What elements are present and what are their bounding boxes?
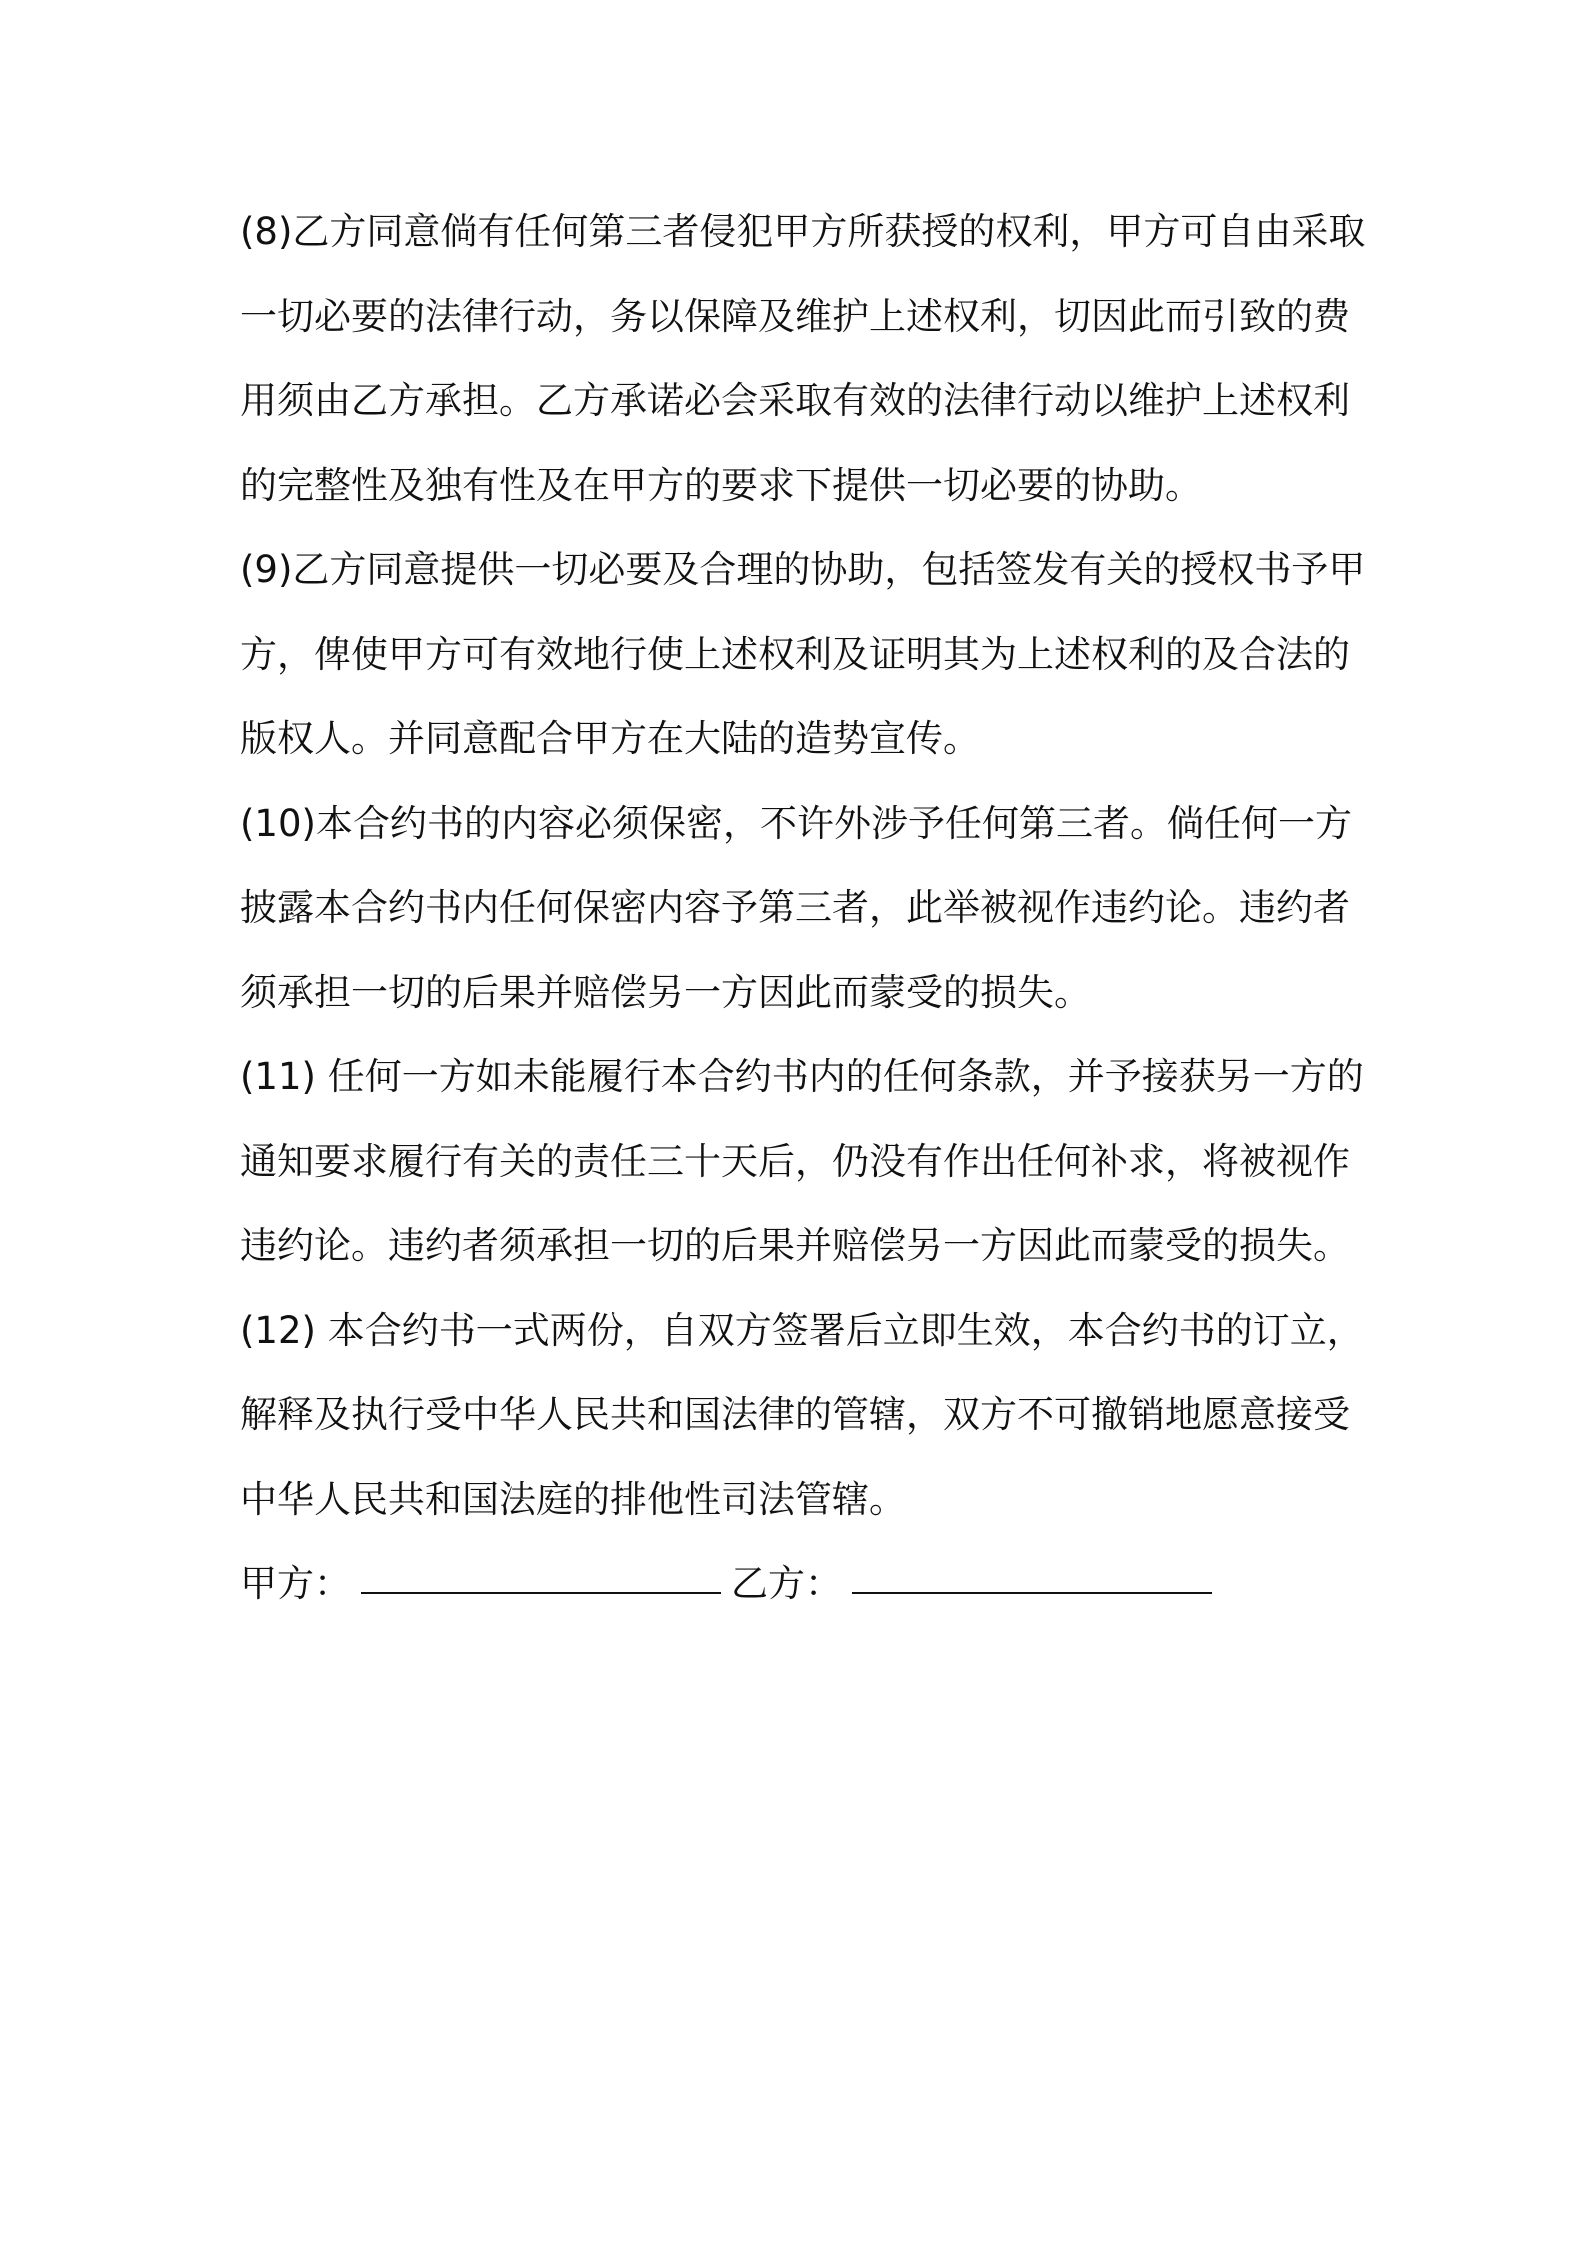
contract-body: [240, 190, 1370, 1627]
party-a-signature-line[interactable]: [361, 1592, 721, 1594]
party-b-signature-line[interactable]: [852, 1592, 1212, 1594]
clause-9: (9)乙方同意提供一切必要及合理的协助，包括签发有关的授权书予甲方，俾使甲方可有效地行使上述权利及证明其为上述权利的及合法的版权人。并同意配合甲方在大陆的造势宣传。: [240, 548, 1366, 760]
clause-10: (10)本合约书的内容必须保密，不许外涉予任何第三者。倘任何一方披露本合约书内任何保密内容予第三者，此举被视作违约论。违约者须承担一切的后果并赔偿另一方因此而蒙受的损失。: [240, 801, 1352, 1014]
clause-11: (11) 任何一方如未能履行本合约书内的任何条款，并予接获另一方的通知要求履行有关的责任三十天后，仍没有作出任何补求，将被视作违约论。违约者须承担一切的后果并赔偿另一方因此而蒙受的损失。: [240, 1055, 1364, 1267]
party-b-label: 乙方：: [731, 1562, 842, 1605]
signature-row: [240, 1542, 1370, 1627]
clause-8: (8)乙方同意倘有任何第三者侵犯甲方所获授的权利，甲方可自由采取一切必要的法律行动，务以保障及维护上述权利，切因此而引致的费用须由乙方承担。乙方承诺必会采取有效的法律行动以维护上述权利的完整性及独有性及在甲方的要求下提供一切必要的协助。: [240, 210, 1366, 507]
clause-12: (12) 本合约书一式两份，自双方签署后立即生效，本合约书的订立，解释及执行受中华人民共和国法律的管辖，双方不可撤销地愿意接受中华人民共和国法庭的排他性司法管辖。: [240, 1308, 1364, 1521]
party-a-label: 甲方：: [240, 1562, 351, 1605]
